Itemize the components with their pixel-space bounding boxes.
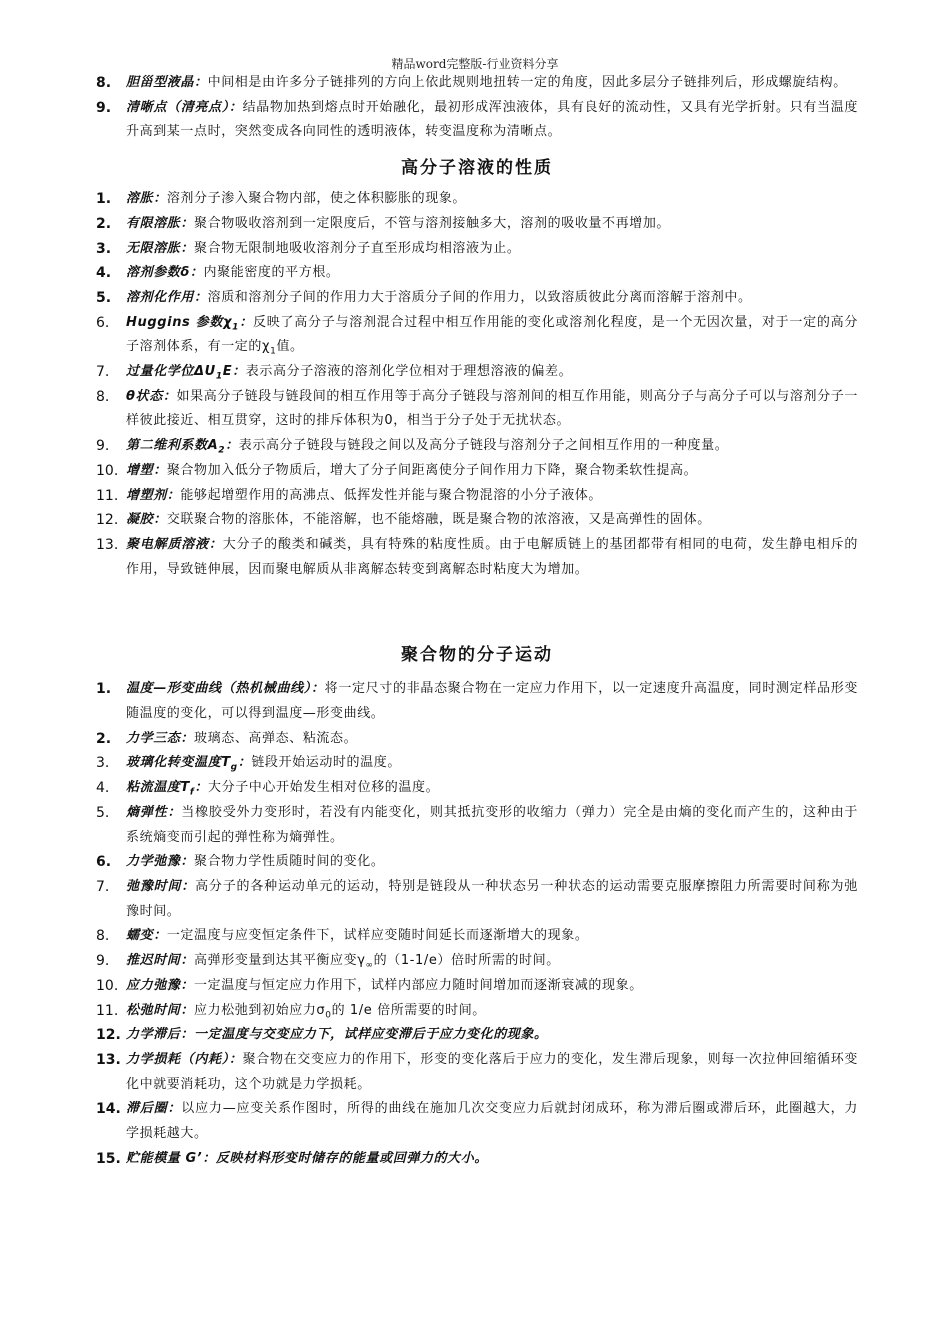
definition-text: 表示高分子链段与链段之间以及高分子链段与溶剂分子之间相互作用的一种度量。 [238,438,729,454]
term-text: Huggins 参数χ [126,314,233,330]
item-number: 6. [96,314,110,331]
document-body [96,71,858,1171]
definition-text: 玻璃态、高弹态、粘流态。 [194,730,358,746]
term-text: 第二维利系数A [126,438,219,454]
term-label [126,75,208,90]
list-item [96,1023,858,1048]
list-item [96,999,858,1024]
definition-text: 溶剂分子渗入聚合物内部，使之体积膨胀的现象。 [166,191,467,207]
item-number: 1. [96,191,112,208]
term-subscript: 2 [218,445,226,456]
item-text [126,875,858,924]
term-text: 玻璃化转变温度T [126,755,231,771]
term-label [126,216,194,231]
term-text: 过量化学位ΔU [126,364,216,380]
term-label [126,755,252,774]
list-item [96,677,858,726]
list-item [96,533,858,582]
item-number: 8. [96,928,110,945]
item-text [126,974,858,999]
item-number: 11. [96,487,119,504]
definition-text-end: 的 1/e 倍所需要的时间。 [331,1002,486,1018]
list-item [96,801,858,850]
item-text [126,776,858,801]
term-subscript: g [230,763,238,774]
definition-text: 中间相是由许多分子链排列的方向上依此规则地扭转一定的角度，因此多层分子链排列后，形成螺旋结构。 [207,75,847,90]
term-text: 松弛时间： [126,1002,195,1018]
item-number: 12. [96,512,119,529]
item-text [126,1023,858,1048]
item-text [126,261,858,286]
term-text: 温度—形变曲线（热机械曲线）： [126,681,325,697]
term-label [126,512,167,527]
term-label [126,265,204,280]
list-item [96,187,858,212]
item-definition-bold: 力学滞后：一定温度与交变应力下，试样应变滞后于应力变化的现象。 [126,1027,548,1043]
list-item [96,212,858,237]
definition-text: 大分子中心开始发生相对位移的温度。 [208,780,440,796]
item-text [126,727,858,752]
item-text [126,751,858,776]
item-number: 15. [96,1150,121,1167]
item-text [126,96,858,145]
item-number: 13. [96,1051,121,1068]
list-item [96,1097,858,1146]
term-label [126,191,167,206]
definition-text: 聚合物加入低分子物质后，增大了分子间距离使分子间作用力下降，聚合物柔软性提高。 [166,462,698,478]
term-label [126,780,208,798]
list-item [96,1147,858,1172]
definition-subscript: 1 [270,346,277,357]
term-text: 应力弛豫： [126,977,195,993]
section-title-molecular-motion: 聚合物的分子运动 [401,645,553,666]
term-subscript: 1 [232,322,240,333]
definition-text: 高弹形变量到达其平衡应变γ [194,953,366,969]
term-label [126,953,194,968]
term-suffix: ： [225,438,239,454]
item-number: 4. [96,265,112,282]
term-text: 推迟时间： [126,953,195,969]
term-text: 熵弹性： [126,804,182,820]
definition-text: 反映了高分子与溶剂混合过程中相互作用能的变化或溶剂化程度，是一个无因次量，对于一定的高分子溶剂体系，有一定的χ [126,314,858,355]
item-text [126,286,858,311]
section-gap [96,582,858,640]
definition-text: 将一定尺寸的非晶态聚合物在一定应力作用下，以一定速度升高温度，同时测定样品形变随温度的变化，可以得到温度—形变曲线。 [126,681,858,722]
item-number: 9. [96,953,110,970]
term-label [126,290,208,305]
term-text: 胆甾型液晶： [126,75,208,90]
term-text: 溶剂参数δ： [126,265,204,281]
item-text [126,924,858,949]
list-item [96,71,858,96]
definition-text: 表示高分子溶液的溶剂化学位相对于理想溶液的偏差。 [245,364,573,380]
term-text: 溶剂化作用： [126,289,208,305]
item-text [126,1147,858,1172]
section-title-polymer-solution: 高分子溶液的性质 [401,158,553,179]
item-text [126,187,858,212]
term-label [126,854,194,869]
list-item [96,261,858,286]
item-text [126,360,858,385]
item-text [126,850,858,875]
item-number: 9. [96,99,112,116]
term-label [126,928,167,943]
item-number: 9. [96,438,110,455]
item-text [126,434,858,459]
list-item [96,776,858,801]
list-item [96,459,858,484]
item-definition-bold: 贮能模量 G’：反映材料形变时储存的能量或回弹力的大小。 [126,1150,488,1166]
term-text: 粘流温度T [126,780,190,796]
term-label [126,314,253,333]
item-text [126,212,858,237]
term-label [126,438,239,456]
liquid-crystal-section [96,71,858,145]
item-number: 8. [96,388,110,405]
definition-text: 聚合物吸收溶剂到一定限度后，不管与溶剂接触多大，溶剂的吸收量不再增加。 [194,215,671,231]
molecular-motion-section [96,677,858,1171]
item-number: 14. [96,1101,121,1118]
term-subscript: 1 [215,371,223,382]
item-number: 1. [96,681,112,698]
item-text [126,484,858,509]
term-label [126,537,223,552]
term-text: 凝胶： [126,512,167,528]
term-text: 力学损耗（内耗）： [126,1051,243,1067]
item-text [126,311,858,360]
definition-text-end: 值。 [276,339,304,355]
term-text: 蠕变： [126,928,167,944]
list-item [96,237,858,262]
item-number: 11. [96,1002,119,1019]
term-label [126,978,194,993]
term-suffix: ： [237,755,252,771]
item-number: 10. [96,462,119,479]
list-item [96,1048,858,1097]
definition-text: 溶质和溶剂分子间的作用力大于溶质分子间的作用力，以致溶质彼此分离而溶解于溶剂中。 [207,289,752,305]
term-text: 滞后圈： [126,1101,182,1117]
definition-text: 内聚能密度的平方根。 [203,265,340,281]
item-number: 2. [96,215,112,232]
term-text: 无限溶胀： [126,240,195,256]
term-label [126,241,194,256]
definition-text: 链段开始运动时的温度。 [251,755,401,771]
term-text: 溶胀： [126,191,167,207]
term-label [126,1052,243,1067]
term-text: θ状态： [126,388,177,404]
term-label [126,488,180,503]
term-label [126,731,194,746]
definition-text: 高分子的各种运动单元的运动，特别是链段从一种状态另一种状态的运动需要克服摩擦阻力所需要时间称为弛豫时间。 [126,878,858,919]
item-text [126,999,858,1024]
definition-text: 结晶物加热到熔点时开始融化，最初形成浑浊液体，具有良好的流动性，又具有光学折射。只有当温度升高到某一点时，突然变成各向同性的透明液体，转变温度称为清晰点。 [126,99,858,140]
definition-subscript: 0 [325,1010,332,1021]
item-text [126,801,858,850]
item-number: 4. [96,780,110,797]
item-number: 13. [96,536,119,553]
definition-text: 交联聚合物的溶胀体，不能溶解，也不能熔融，既是聚合物的浓溶液，又是高弹性的固体。 [166,512,711,528]
term-suffix: ： [194,780,208,796]
definition-text-end: 的（1-1/e）倍时所需的时间。 [373,953,560,969]
list-item [96,924,858,949]
term-label [126,1101,181,1116]
definition-text: 如果高分子链段与链段间的相互作用等于高分子链段与溶剂间的相互作用能，则高分子与高分子可以与溶剂分子一样彼此接近、相互贯穿，这时的排斥体积为0，相当于分子处于无扰状态。 [126,388,858,429]
list-item [96,508,858,533]
term-label [126,389,176,404]
list-item [96,434,858,459]
definition-text: 能够起增塑作用的高沸点、低挥发性并能与聚合物混溶的小分子液体。 [180,487,603,503]
term-label [126,1003,194,1018]
list-item [96,949,858,974]
definition-text: 以应力—应变关系作图时，所得的曲线在施加几次交变应力后就封闭成环，称为滞后圈或滞后环，此圈越大，力学损耗越大。 [126,1101,858,1142]
item-text [126,459,858,484]
item-text [126,508,858,533]
term-text: 力学三态： [126,730,195,746]
term-label [126,364,246,382]
item-text [126,533,858,582]
list-item [96,311,858,360]
list-item [96,850,858,875]
term-label [126,805,181,820]
page-header: 精品word完整版-行业资料分享 [391,57,559,71]
definition-text: 应力松弛到初始应力σ [194,1002,326,1018]
term-text: 清晰点（清亮点）： [126,99,243,115]
definition-subscript: ∞ [365,960,374,971]
item-number: 12. [96,1027,121,1044]
list-item [96,751,858,776]
term-label [126,681,325,696]
item-number: 6. [96,854,112,871]
definition-text: 聚合物在交变应力的作用下，形变的变化落后于应力的变化，发生滞后现象，则每一次拉伸回缩循环变化中就要消耗功，这个功就是力学损耗。 [126,1051,858,1092]
term-text: 弛豫时间： [126,878,196,894]
list-item [96,875,858,924]
item-text [126,237,858,262]
term-text: 聚电解质溶液： [126,536,223,552]
item-number: 3. [96,755,110,772]
item-text [126,1097,858,1146]
list-item [96,286,858,311]
item-number: 2. [96,730,112,747]
item-text [126,71,858,96]
item-text [126,677,858,726]
term-label [126,100,243,115]
item-number: 7. [96,878,110,895]
term-label [126,879,195,894]
definition-text: 聚合物力学性质随时间的变化。 [194,854,385,870]
item-text [126,949,858,974]
item-number: 3. [96,240,112,257]
item-number: 5. [96,804,110,821]
item-number: 10. [96,977,119,994]
definition-text: 一定温度与恒定应力作用下，试样内部应力随时间增加而逐渐衰减的现象。 [194,977,643,993]
term-text: 增塑剂： [126,487,181,503]
term-suffix: E： [222,364,246,380]
list-item [96,727,858,752]
item-number: 8. [96,75,112,91]
term-label [126,463,167,478]
list-item [96,96,858,145]
item-text [126,385,858,434]
polymer-solution-section [96,187,858,582]
list-item [96,360,858,385]
list-item [96,385,858,434]
term-text: 增塑： [126,462,167,478]
definition-text: 一定温度与应变恒定条件下，试样应变随时间延长而逐渐增大的现象。 [166,928,589,944]
item-number: 5. [96,289,112,306]
definition-text: 大分子的酸类和碱类，具有特殊的粘度性质。由于电解质链上的基团都带有相同的电荷，发生静电相斥的作用，导致链伸展，因而聚电解质从非离解态转变到离解态时粘度大为增加。 [126,536,859,577]
term-suffix: ： [239,314,253,330]
item-number: 7. [96,364,110,381]
definition-text: 聚合物无限制地吸收溶剂分子直至形成均相溶液为止。 [194,240,521,256]
term-text: 力学弛豫： [126,854,195,870]
list-item [96,484,858,509]
term-subscript: f [189,787,195,798]
item-text [126,1048,858,1097]
definition-text: 当橡胶受外力变形时，若没有内能变化，则其抵抗变形的收缩力（弹力）完全是由熵的变化而产生的，这种由于系统熵变而引起的弹性称为熵弹性。 [126,804,858,845]
list-item [96,974,858,999]
term-text: 有限溶胀： [126,215,195,231]
